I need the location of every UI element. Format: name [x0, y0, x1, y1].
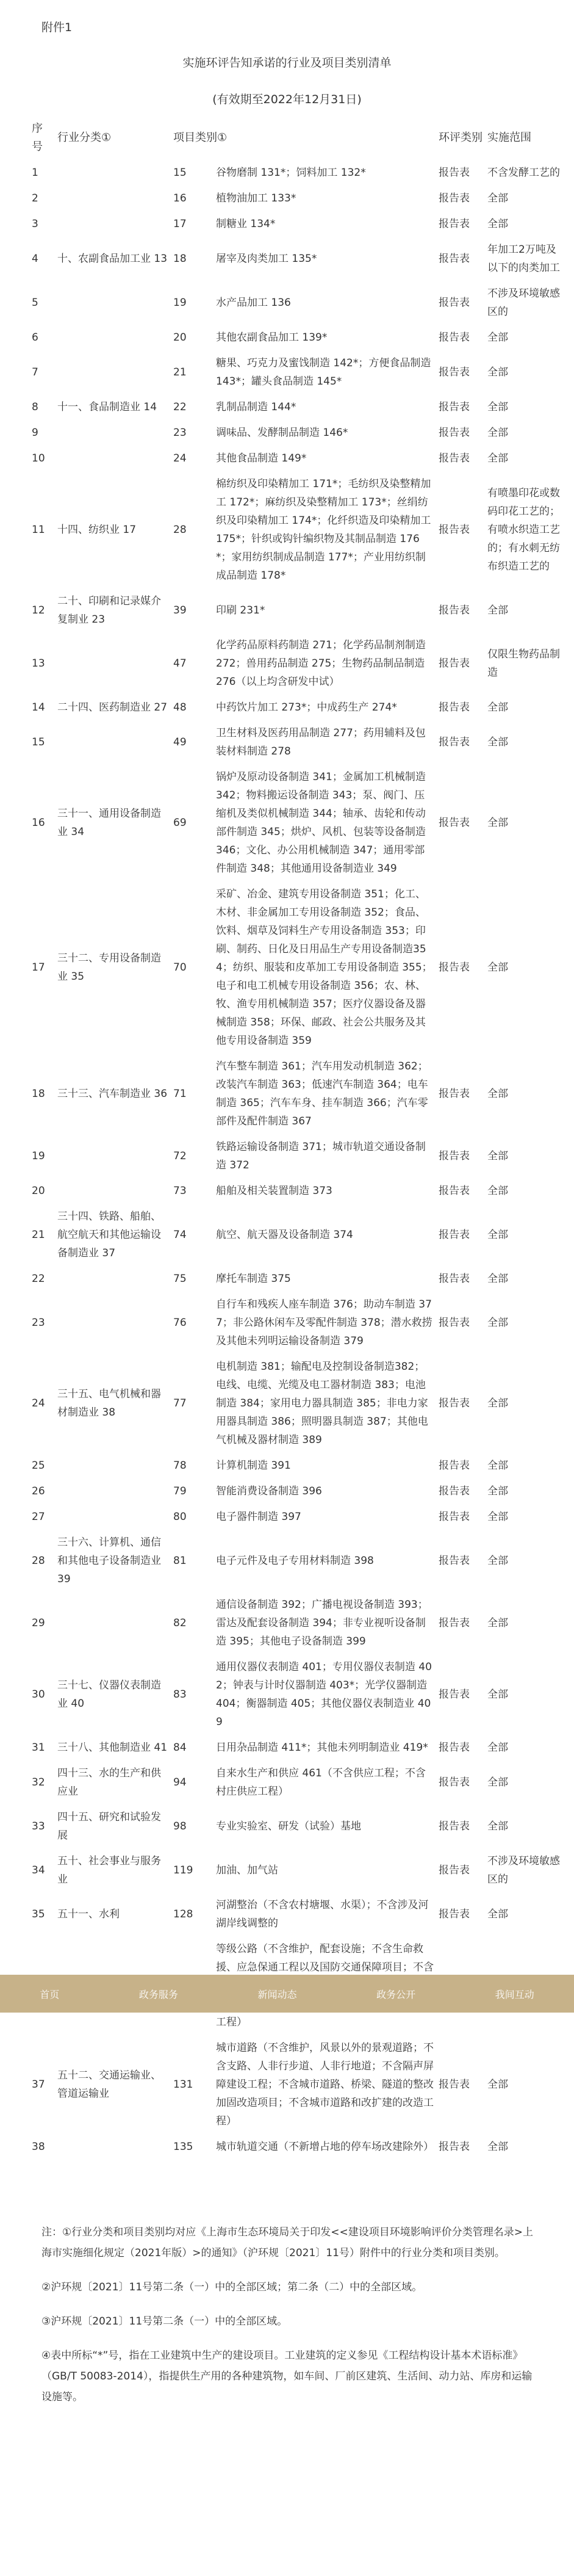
- table-row: [29, 720, 566, 764]
- header-industry: 行业分类①: [57, 131, 112, 144]
- table-row: [29, 2035, 566, 2134]
- row-project: 其他农副食品加工 139*: [216, 331, 328, 344]
- row-eia-category: 报告表: [439, 1397, 470, 1409]
- row-code: 69: [173, 817, 187, 829]
- row-scope: 年加工2万吨及以下的肉类加工: [487, 244, 561, 274]
- row-code: 70: [173, 961, 187, 974]
- row-industry: 十一、食品制造业 14: [57, 401, 157, 413]
- row-eia-category: 报告表: [439, 1688, 470, 1701]
- row-seq: 23: [32, 1317, 45, 1329]
- row-code: 19: [173, 297, 187, 309]
- row-project: 屠宰及肉类加工 135*: [216, 253, 317, 265]
- row-project: 等级公路（不含维护，配套设施；不含生命救援、应急保通工程以及国防交通保障项目；不含 工程）: [216, 1943, 434, 2028]
- row-seq: 38: [32, 2141, 45, 2153]
- table-row: [29, 1292, 566, 1354]
- table-row: [29, 186, 566, 211]
- row-seq: 2: [32, 192, 38, 204]
- row-code: 75: [173, 1273, 187, 1285]
- row-eia-category: 报告表: [439, 1185, 470, 1197]
- row-project: 船舶及相关装置制造 373: [216, 1185, 332, 1197]
- row-scope: 全部: [487, 1820, 509, 1833]
- row-seq: 21: [32, 1229, 45, 1241]
- row-code: 83: [173, 1688, 187, 1701]
- table-row: [29, 446, 566, 471]
- footnote: ②沪环规〔2021〕11号第二条（一）中的全部区域；第二条（二）中的全部区域。: [41, 2281, 423, 2293]
- row-project: 植物油加工 133*: [216, 192, 296, 204]
- document-title: 实施环评告知承诺的行业及项目类别清单: [182, 56, 392, 70]
- row-project: 智能消费设备制造 396: [216, 1485, 322, 1497]
- row-seq: 10: [32, 452, 45, 465]
- row-project: 谷物磨制 131*；饲料加工 132*: [216, 167, 366, 179]
- table-row: [29, 695, 566, 720]
- row-eia-category: 报告表: [439, 452, 470, 465]
- row-project: 汽车整车制造 361；汽车用发动机制造 362；改装汽车制造 363；低速汽车制造 364；电车制造 365；汽车车身、挂车制造 366；汽车零部件及配件制造 367: [216, 1060, 428, 1127]
- table-row: [29, 1204, 566, 1266]
- row-industry: [55, 1478, 171, 1504]
- row-eia-category: 报告表: [439, 2079, 470, 2091]
- row-scope: 全部: [487, 1908, 509, 1920]
- row-code: 28: [173, 524, 187, 536]
- row-project: 棉纺织及印染精加工 171*；毛纺织及染整精加工 172*；麻纺织及染整精加工 173*；丝绢纺织及印染精加工 174*；化纤织造及印染精加工 175*；针织或钩针编织物及其制品制造 176*；家用纺织制成品制造 177*；产业用纺织制成品制造 178*: [216, 478, 431, 582]
- row-seq: 13: [32, 657, 45, 670]
- row-seq: 31: [32, 1742, 45, 1754]
- row-seq: 33: [32, 1820, 45, 1833]
- row-seq: 3: [32, 218, 38, 230]
- row-project: 化学药品原料药制造 271；化学药品制剂制造 272；兽用药品制造 275；生物药品制品制造 276（以上均含研发中试）: [216, 639, 426, 688]
- row-seq: 14: [32, 701, 45, 714]
- row-code: 16: [173, 192, 187, 204]
- row-code: 82: [173, 1617, 187, 1629]
- row-project: 城市轨道交通（不新增占地的停车场改建除外）: [216, 2141, 434, 2153]
- row-scope: 全部: [487, 1229, 509, 1241]
- row-industry: [55, 211, 171, 237]
- row-eia-category: 报告表: [439, 1273, 470, 1285]
- row-code: 17: [173, 218, 187, 230]
- row-industry: [55, 1292, 171, 1354]
- row-code: 128: [173, 1908, 193, 1920]
- row-project: 专业实验室、研发（试验）基地: [216, 1820, 361, 1833]
- row-industry: 四十五、研究和试验发展: [57, 1811, 161, 1842]
- table-row: [29, 1266, 566, 1292]
- table-row: [29, 764, 566, 881]
- row-eia-category: 报告表: [439, 657, 470, 670]
- row-scope: 全部: [487, 1776, 509, 1789]
- row-scope: 全部: [487, 1460, 509, 1472]
- table-row: [29, 350, 566, 394]
- row-eia-category: 报告表: [439, 218, 470, 230]
- row-industry: 五十一、水利: [57, 1908, 120, 1920]
- table-row: [29, 1178, 566, 1204]
- row-scope: 全部: [487, 1273, 509, 1285]
- row-project: 中药饮片加工 273*；中成药生产 274*: [216, 701, 397, 714]
- row-scope: 不含发酵工艺的: [487, 167, 561, 179]
- table-row: [29, 394, 566, 420]
- row-industry: [55, 350, 171, 394]
- row-industry: [55, 160, 171, 186]
- row-industry: 四十三、水的生产和供应业: [57, 1767, 161, 1798]
- row-eia-category: 报告表: [439, 331, 470, 344]
- row-industry: 三十三、汽车制造业 36: [57, 1088, 168, 1100]
- row-seq: 1: [32, 167, 38, 179]
- row-industry: 三十四、铁路、船舶、航空航天和其他运输设备制造业 37: [57, 1210, 161, 1259]
- row-project: 锅炉及原动设备制造 341；金属加工机械制造 342；物料搬运设备制造 343；泵、阀门、压缩机及类似机械制造 344；轴承、齿轮和传动部件制造 345；烘炉、风机、包装等设备制造 346；文化、办公用机械制造 347；通用零部件制造 348；其他通用设备制造业 349: [216, 771, 426, 875]
- row-project: 调味品、发酵制品制造 146*: [216, 427, 348, 439]
- row-eia-category: 报告表: [439, 427, 470, 439]
- row-scope: 全部: [487, 604, 509, 617]
- row-project: 水产品加工 136: [216, 297, 291, 309]
- table-row: [29, 1592, 566, 1654]
- row-code: 48: [173, 701, 187, 714]
- table-row: [29, 1530, 566, 1592]
- row-project: 电子元件及电子专用材料制造 398: [216, 1555, 374, 1567]
- row-scope: 全部: [487, 218, 509, 230]
- row-industry: 五十二、交通运输业、管道运输业: [57, 2069, 161, 2100]
- row-eia-category: 报告表: [439, 961, 470, 974]
- row-eia-category: 报告表: [439, 524, 470, 536]
- row-scope: 仅限生物药品制造: [487, 648, 561, 679]
- row-eia-category: 报告表: [439, 1820, 470, 1833]
- row-project: 计算机制造 391: [216, 1460, 291, 1472]
- row-scope: 全部: [487, 331, 509, 344]
- row-industry: 十、农副食品加工业 13: [57, 253, 168, 265]
- row-industry: 五十、社会事业与服务业: [57, 1855, 161, 1886]
- row-eia-category: 报告表: [439, 1150, 470, 1162]
- row-code: 22: [173, 401, 187, 413]
- row-eia-category: 报告表: [439, 1776, 470, 1789]
- row-eia-category: 报告表: [439, 604, 470, 617]
- table-row: [29, 881, 566, 1054]
- table-row: [29, 1453, 566, 1478]
- row-industry: [55, 2134, 171, 2160]
- row-eia-category: 报告表: [439, 1485, 470, 1497]
- table-row: [29, 1134, 566, 1178]
- table-row: [29, 1804, 566, 1848]
- table-header: [29, 116, 566, 160]
- row-scope: 全部: [487, 1742, 509, 1754]
- row-code: 76: [173, 1317, 187, 1329]
- row-eia-category: 报告表: [439, 167, 470, 179]
- row-industry: 十四、纺织业 17: [57, 524, 137, 536]
- row-code: 84: [173, 1742, 187, 1754]
- row-seq: 18: [32, 1088, 45, 1100]
- attachment-label: 附件1: [41, 21, 73, 34]
- row-code: 15: [173, 167, 187, 179]
- row-eia-category: 报告表: [439, 1511, 470, 1523]
- row-scope: 全部: [487, 1317, 509, 1329]
- row-scope: 全部: [487, 1185, 509, 1197]
- table-row: [29, 160, 566, 186]
- row-scope: 全部: [487, 961, 509, 974]
- row-project: 卫生材料及医药用品制造 277；药用辅料及包装材料制造 278: [216, 727, 426, 758]
- row-seq: 8: [32, 401, 38, 413]
- industry-table: [29, 116, 566, 2160]
- nav-news[interactable]: 新闻动态: [257, 1988, 297, 2000]
- footnote: ③沪环规〔2021〕11号第二条（一）中的全部区域。: [41, 2315, 288, 2328]
- row-seq: 17: [32, 961, 45, 974]
- row-scope: 全部: [487, 2141, 509, 2153]
- row-project: 电子器件制造 397: [216, 1511, 301, 1523]
- row-industry: [55, 1134, 171, 1178]
- row-code: 39: [173, 604, 187, 617]
- row-industry: [55, 186, 171, 211]
- nav-home[interactable]: 首页: [40, 1988, 60, 2000]
- row-scope: 全部: [487, 2079, 509, 2091]
- row-code: 18: [173, 253, 187, 265]
- row-scope: 全部: [487, 1397, 509, 1409]
- header-scope: 实施范围: [487, 131, 532, 144]
- table-row: [29, 325, 566, 350]
- row-industry: [55, 1266, 171, 1292]
- row-code: 49: [173, 736, 187, 748]
- row-seq: 22: [32, 1273, 45, 1285]
- row-seq: 4: [32, 253, 38, 265]
- row-scope: 全部: [487, 1150, 509, 1162]
- row-project: 乳制品制造 144*: [216, 401, 296, 413]
- row-seq: 27: [32, 1511, 45, 1523]
- row-project: 印刷 231*: [216, 604, 265, 617]
- row-code: 21: [173, 366, 187, 378]
- row-scope: 全部: [487, 1617, 509, 1629]
- table-row: [29, 1504, 566, 1530]
- row-eia-category: 报告表: [439, 297, 470, 309]
- row-project: 加油、加气站: [216, 1864, 278, 1876]
- row-industry: 三十五、电气机械和器材制造业 38: [57, 1388, 161, 1419]
- row-seq: 7: [32, 366, 38, 378]
- table-row: [29, 1354, 566, 1453]
- row-scope: 全部: [487, 701, 509, 714]
- table-row: [29, 1654, 566, 1735]
- row-seq: 16: [32, 817, 45, 829]
- row-industry: 三十二、专用设备制造业 35: [57, 952, 161, 983]
- row-scope: 全部: [487, 1511, 509, 1523]
- table-row: [29, 237, 566, 281]
- row-seq: 37: [32, 2079, 45, 2091]
- row-industry: [55, 1504, 171, 1530]
- row-seq: 30: [32, 1688, 45, 1701]
- table-row: [29, 632, 566, 695]
- row-scope: 全部: [487, 1485, 509, 1497]
- table-row: [29, 1054, 566, 1134]
- row-project: 其他食品制造 149*: [216, 452, 307, 465]
- row-seq: 9: [32, 427, 38, 439]
- row-project: 自行车和残疾人座车制造 376；助动车制造 377；非公路休闲车及零配件制造 378；潜水救捞及其他未列明运输设备制造 379: [216, 1298, 432, 1347]
- row-code: 77: [173, 1397, 187, 1409]
- row-eia-category: 报告表: [439, 192, 470, 204]
- row-industry: [55, 632, 171, 695]
- row-code: 72: [173, 1150, 187, 1162]
- row-eia-category: 报告表: [439, 401, 470, 413]
- row-code: 79: [173, 1485, 187, 1497]
- row-eia-category: 报告表: [439, 1742, 470, 1754]
- row-project: 糖果、巧克力及蜜饯制造 142*；方便食品制造143*；罐头食品制造 145*: [216, 357, 431, 388]
- row-project: 制糖业 134*: [216, 218, 276, 230]
- row-industry: [55, 720, 171, 764]
- row-seq: 29: [32, 1617, 45, 1629]
- row-scope: 有喷墨印花或数码印花工艺的；有喷水织造工艺的；有水刺无纺布织造工艺的: [487, 487, 561, 573]
- row-seq: 26: [32, 1485, 45, 1497]
- row-project: 河湖整治（不含农村塘堰、水渠）；不含涉及河湖岸线调整的: [216, 1899, 429, 1930]
- row-project: 通用仪器仪表制造 401；专用仪器仪表制造 402；钟表与计时仪器制造 403*；光学仪器制造 404；衡器制造 405；其他仪器仪表制造业 409: [216, 1661, 432, 1728]
- row-code: 47: [173, 657, 187, 670]
- row-scope: 全部: [487, 1688, 509, 1701]
- row-eia-category: 报告表: [439, 1088, 470, 1100]
- row-eia-category: 报告表: [439, 701, 470, 714]
- row-project: 自来水生产和供应 461（不含供应工程；不含村庄供应工程）: [216, 1767, 426, 1798]
- row-eia-category: 报告表: [439, 366, 470, 378]
- row-industry: 三十一、通用设备制造业 34: [57, 808, 161, 838]
- footnote: ④表中所标“*”号，指在工业建筑中生产的建设项目。工业建筑的定义参见《工程结构设计基本术语标准》（GB/T 50083-2014），指提供生产用的各种建筑物，如车间、厂前区建筑、生活间、动力站、库房和运输设施等。: [41, 2350, 533, 2403]
- row-seq: 5: [32, 297, 38, 309]
- row-seq: 12: [32, 604, 45, 617]
- row-code: 94: [173, 1776, 187, 1789]
- row-eia-category: 报告表: [439, 1229, 470, 1241]
- row-code: 73: [173, 1185, 187, 1197]
- row-eia-category: 报告表: [439, 1864, 470, 1876]
- row-code: 135: [173, 2141, 193, 2153]
- row-code: 81: [173, 1555, 187, 1567]
- row-project: 城市道路（不含维护，风景以外的景观道路；不含支路、人非行步道、人非行地道；不含隔声屏障建设工程；不含城市道路、桥梁、隧道的整改加固改造项目；不含城市道路和改扩建的改造工程）: [216, 2042, 434, 2127]
- row-seq: 35: [32, 1908, 45, 1920]
- row-eia-category: 报告表: [439, 817, 470, 829]
- row-code: 131: [173, 2079, 193, 2091]
- row-scope: 全部: [487, 401, 509, 413]
- table-row: [29, 420, 566, 446]
- row-project: 通信设备制造 392；广播电视设备制造 393；雷达及配套设备制造 394；非专业视听设备制造 395；其他电子设备制造 399: [216, 1599, 428, 1648]
- row-eia-category: 报告表: [439, 253, 470, 265]
- row-seq: 32: [32, 1776, 45, 1789]
- row-eia-category: 报告表: [439, 1617, 470, 1629]
- row-code: 20: [173, 331, 187, 344]
- row-seq: 19: [32, 1150, 45, 1162]
- row-eia-category: 报告表: [439, 1460, 470, 1472]
- row-industry: [55, 1453, 171, 1478]
- row-scope: 全部: [487, 1088, 509, 1100]
- header-eia-category: 环评类别: [439, 131, 483, 144]
- row-industry: 二十、印刷和记录媒介复制业 23: [57, 595, 161, 626]
- header-seq: 序号: [32, 122, 43, 153]
- footnotes: [41, 2222, 542, 2421]
- row-project: 日用杂品制造 411*；其他未列明制造业 419*: [216, 1742, 428, 1754]
- row-seq: 24: [32, 1397, 45, 1409]
- header-project-category: 项目类别①: [173, 131, 228, 144]
- row-scope: 不涉及环境敏感区的: [487, 1855, 561, 1886]
- nav-interaction[interactable]: 我间互动: [495, 1988, 534, 2000]
- row-project: 摩托车制造 375: [216, 1273, 291, 1285]
- row-industry: [55, 325, 171, 350]
- row-scope: 全部: [487, 366, 509, 378]
- row-scope: 全部: [487, 1555, 509, 1567]
- row-scope: 全部: [487, 192, 509, 204]
- table-row: [29, 1848, 566, 1892]
- row-industry: [55, 446, 171, 471]
- row-eia-category: 报告表: [439, 736, 470, 748]
- table-row: [29, 1760, 566, 1804]
- row-code: 98: [173, 1820, 187, 1833]
- row-industry: [55, 1178, 171, 1204]
- row-project: 采矿、冶金、建筑专用设备制造 351；化工、木材、非金属加工专用设备制造 352；食品、饮料、烟草及饲料生产专用设备制造 353；印刷、制药、日化及日用品生产专用设备制造354；纺织、服装和皮革加工专用设备制造 355；电子和电工机械专用设备制造 356；农、林、牧、渔专用机械制造 357；医疗仪器设备及器械制造 358；环保、邮政、社会公共服务及其他专用设备制造 359: [216, 888, 432, 1047]
- nav-gov-services[interactable]: 政务服务: [138, 1988, 178, 2000]
- row-seq: 6: [32, 331, 38, 344]
- row-scope: 全部: [487, 452, 509, 465]
- row-industry: 三十六、计算机、通信和其他电子设备制造业 39: [57, 1536, 161, 1585]
- row-industry: [55, 420, 171, 446]
- table-row: [29, 1478, 566, 1504]
- row-scope: 全部: [487, 736, 509, 748]
- row-industry: 三十八、其他制造业 41: [57, 1742, 168, 1754]
- row-eia-category: 报告表: [439, 1317, 470, 1329]
- row-code: 24: [173, 452, 187, 465]
- row-eia-category: 报告表: [439, 1555, 470, 1567]
- row-scope: 不涉及环境敏感区的: [487, 288, 561, 318]
- footnote: 注：①行业分类和项目类别均对应《上海市生态环境局关于印发<<建设项目环境影响评价分类管理名录>上海市实施细化规定（2021年版）>的通知》（沪环规〔2021〕11号）附件中的行业分类和项目类别。: [41, 2226, 533, 2259]
- table-row: [29, 471, 566, 588]
- row-industry: 二十四、医药制造业 27: [57, 701, 168, 714]
- nav-gov-open[interactable]: 政务公开: [376, 1988, 416, 2000]
- row-seq: 20: [32, 1185, 45, 1197]
- table-row: [29, 211, 566, 237]
- row-code: 71: [173, 1088, 187, 1100]
- row-code: 78: [173, 1460, 187, 1472]
- row-code: 23: [173, 427, 187, 439]
- row-seq: 11: [32, 524, 45, 536]
- bottom-nav-bar: [0, 1975, 574, 2013]
- row-project: 铁路运输设备制造 371；城市轨道交通设备制造 372: [216, 1141, 426, 1171]
- row-scope: 全部: [487, 427, 509, 439]
- row-seq: 28: [32, 1555, 45, 1567]
- row-seq: 15: [32, 736, 45, 748]
- row-scope: 全部: [487, 817, 509, 829]
- row-eia-category: 报告表: [439, 1908, 470, 1920]
- row-code: 119: [173, 1864, 193, 1876]
- row-project: 电机制造 381；输配电及控制设备制造382；电线、电缆、光缆及电工器材制造 383；电池制造 384；家用电力器具制造 385；非电力家用器具制造 386；照明器具制造 387；其他电气机械及器材制造 389: [216, 1361, 428, 1446]
- row-industry: 三十七、仪器仪表制造业 40: [57, 1679, 161, 1710]
- row-project: 航空、航天器及设备制造 374: [216, 1229, 353, 1241]
- row-industry: [55, 1592, 171, 1654]
- table-row: [29, 588, 566, 632]
- validity-note: (有效期至2022年12月31日): [212, 93, 362, 106]
- table-row: [29, 281, 566, 325]
- row-code: 80: [173, 1511, 187, 1523]
- row-seq: 25: [32, 1460, 45, 1472]
- table-row: [29, 2134, 566, 2160]
- table-row: [29, 1735, 566, 1760]
- table-row: [29, 1892, 566, 1936]
- row-code: 74: [173, 1229, 187, 1241]
- row-seq: 34: [32, 1864, 45, 1876]
- row-industry: [55, 281, 171, 325]
- row-eia-category: 报告表: [439, 2141, 470, 2153]
